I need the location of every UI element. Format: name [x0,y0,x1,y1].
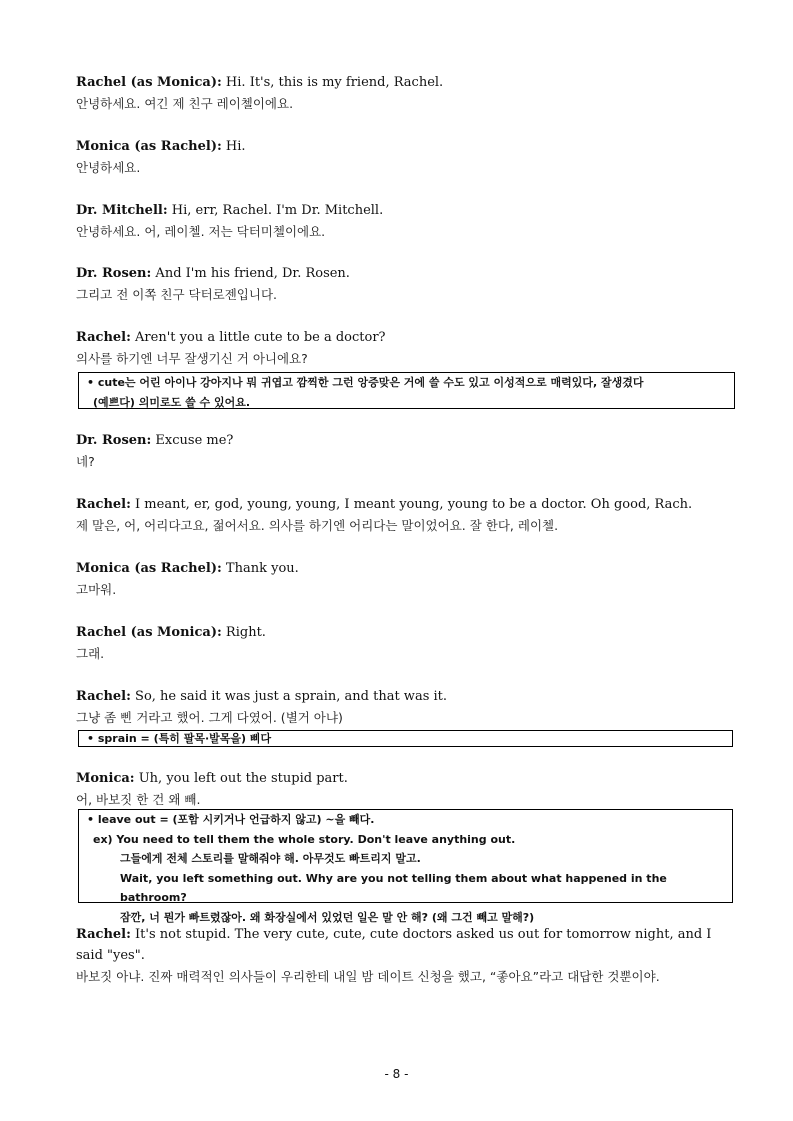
english-line: Hi. [221,139,246,154]
english-line: Hi, err, Rachel. I'm Dr. Mitchell. [167,203,384,218]
note-example-translation: 잠깐, 너 뭔가 빠트렸잖아. 왜 화장실에서 있었던 일은 말 안 해? (왜 그건 빼고 말해?) [120,910,535,924]
note-line: (예쁘다) 의미로도 쓸 수 있어요. [93,395,251,409]
english-line: So, he said it was just a sprain, and that was it. [130,689,448,704]
english-line: Excuse me? [151,433,234,448]
korean-translation: 그냥 좀 삔 거라고 했어. 그게 다였어. (별거 아냐) [76,710,343,725]
speaker-name: Monica (as Rachel): [76,561,222,576]
korean-translation: 고마워. [76,582,117,597]
dialogue-entry [76,558,738,600]
dialogue-entry [76,622,738,664]
korean-translation: 안녕하세요. [76,160,141,175]
speaker-name: Rachel: [76,927,131,942]
vocab-note-sprain [78,730,733,747]
speaker-name: Rachel (as Monica): [76,625,222,640]
korean-translation: 바보짓 아냐. 진짜 매력적인 의사들이 우리한테 내일 밤 데이트 신청을 했고, “좋아요”라고 대답한 것뿐이야. [76,969,660,984]
english-line: Thank you. [221,561,299,576]
dialogue-entry [76,686,738,728]
speaker-name: Dr. Rosen: [76,433,152,448]
note-example-translation: 그들에게 전체 스토리를 말해줘야 해. 아무것도 빠트리지 말고. [120,852,421,865]
note-example: Wait, you left something out. Why are you not telling them about what happened in the bathroom? [120,871,667,904]
english-line: It's not stupid. The very cute, cute, cute doctors asked us out for tomorrow night, and I said "yes". [76,927,712,963]
dialogue-entry [76,494,738,536]
korean-translation: 네? [76,454,95,469]
speaker-name: Rachel: [76,689,131,704]
speaker-name: Dr. Rosen: [76,266,152,281]
korean-translation: 안녕하세요. 어, 레이첼. 저는 닥터미첼이에요. [76,224,326,239]
korean-translation: 그리고 전 이쪽 친구 닥터로젠입니다. [76,287,277,302]
english-line: Hi. It's, this is my friend, Rachel. [221,75,444,90]
dialogue-entry [76,924,738,987]
speaker-name: Monica (as Rachel): [76,139,222,154]
dialogue-entry [76,72,738,114]
speaker-name: Dr. Mitchell: [76,203,168,218]
english-line: Aren't you a little cute to be a doctor? [130,330,386,345]
speaker-name: Rachel (as Monica): [76,75,222,90]
dialogue-entry [76,327,738,369]
vocab-note-leave-out [78,809,733,924]
english-line: Uh, you left out the stupid part. [134,771,348,786]
korean-translation: 안녕하세요. 여긴 제 친구 레이첼이에요. [76,96,294,111]
dialogue-entry [76,200,738,242]
page-number: - 8 - [384,1067,409,1081]
korean-translation: 제 말은, 어, 어리다고요, 젊어서요. 의사를 하기엔 어리다는 말이었어요. 잘 한다, 레이첼. [76,518,559,533]
speaker-name: Monica: [76,771,135,786]
speaker-name: Rachel: [76,330,131,345]
vocab-note-cute [78,372,735,409]
note-line: • leave out = (포함 시키거나 언급하지 않고) ~을 빼다. [87,813,375,826]
dialogue-entry [76,768,738,810]
dialogue-entry [76,430,738,472]
english-line: I meant, er, god, young, young, I meant young, young to be a doctor. Oh good, Rach. [130,497,693,512]
note-line: • cute는 어린 아이나 강아지나 뭐 귀엽고 깜찍한 그런 앙증맞은 거에 쓸 수도 있고 이성적으로 매력있다, 잘생겼다 [87,376,644,389]
speaker-name: Rachel: [76,497,131,512]
english-line: Right. [221,625,266,640]
korean-translation: 그래. [76,646,105,661]
korean-translation: 의사를 하기엔 너무 잘생기신 거 아니에요? [76,351,308,366]
note-example: ex) You need to tell them the whole story. Don't leave anything out. [93,832,516,846]
dialogue-entry [76,136,738,178]
korean-translation: 어, 바보짓 한 건 왜 빼. [76,792,201,807]
dialogue-entry [76,263,738,305]
english-line: And I'm his friend, Dr. Rosen. [151,266,350,281]
note-line: • sprain = (특히 팔목·발목을) 삐다 [87,732,272,745]
